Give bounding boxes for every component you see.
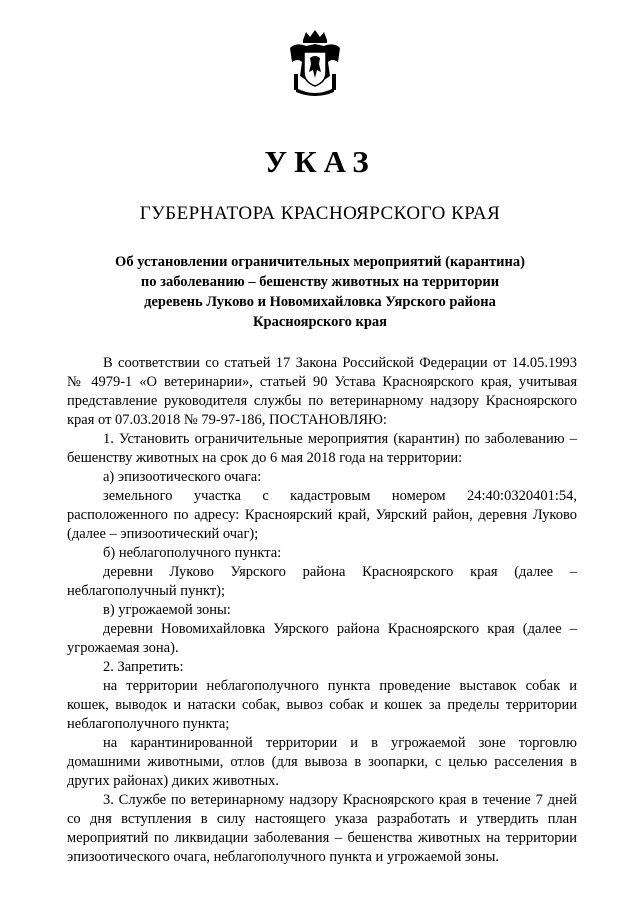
paragraph-sub-c: в) угрожаемой зоны: [103, 602, 231, 618]
document-title: УКАЗ [264, 144, 376, 179]
paragraph-item-2: 2. Запретить: [103, 659, 184, 675]
paragraph-item-1: 1. Установить ограничительные мероприятия (карантин) по заболеванию – бешенству животных на срок до 6 мая 2018 года на территории: [67, 431, 577, 466]
paragraph-sub-a: а) эпизоотического очага: [103, 469, 262, 485]
paragraph-text: земельного участка с кадастровым номером 24:40:0320401:54, расположенного по адресу: Красноярский край, Уярский район, деревня Луково (далее – эпизоотический очаг); [67, 488, 577, 542]
paragraph-preamble: В соответствии со статьей 17 Закона Российской Федерации от 14.05.1993 № 4979-1 «О ветеринарии», статьей 90 Устава Красноярского края, учитывая представление руководителя службы по ветеринарному надзору Красноярского края от 07.03.2018 № 79-97-186, ПОСТАНОВЛЯЮ: [67, 355, 577, 428]
document-subtitle: ГУБЕРНАТОРА КРАСНОЯРСКОГО КРАЯ [139, 203, 501, 224]
coat-of-arms-icon [286, 28, 344, 98]
paragraph-text: деревни Луково Уярского района Красноярского края (далее – неблагополучный пункт); [67, 564, 577, 599]
paragraph-sub-b: б) неблагополучного пункта: [103, 545, 282, 561]
paragraph-text: на карантинированной территории и в угрожаемой зоне торговлю домашними животными, отлов (для вывоза в зоопарки, с целью расселения в других районах) диких животных. [67, 735, 577, 789]
document-heading [70, 252, 570, 332]
heading-line: Красноярского края [253, 314, 387, 330]
heading-line: по заболеванию – бешенству животных на территории [140, 274, 500, 290]
paragraph-text: деревни Новомихайловка Уярского района Красноярского края (далее – угрожаемая зона). [67, 621, 577, 656]
paragraph-text: на территории неблагополучного пункта проведение выставок собак и кошек, выводок и натаски собак, вывоз собак и кошек за пределы территории неблагополучного пункта; [67, 678, 577, 732]
document-body [67, 354, 577, 867]
paragraph-item-3: 3. Службе по ветеринарному надзору Красноярского края в течение 7 дней со дня вступления в силу настоящего указа разработать и утвердить план мероприятий по ликвидации заболевания – бешенства животных на территории эпизоотического очага, неблагополучного пункта и угрожаемой зоны. [67, 792, 577, 865]
heading-line: деревень Луково и Новомихайловка Уярского района [144, 294, 496, 310]
heading-line: Об установлении ограничительных мероприятий (карантина) [115, 254, 525, 270]
